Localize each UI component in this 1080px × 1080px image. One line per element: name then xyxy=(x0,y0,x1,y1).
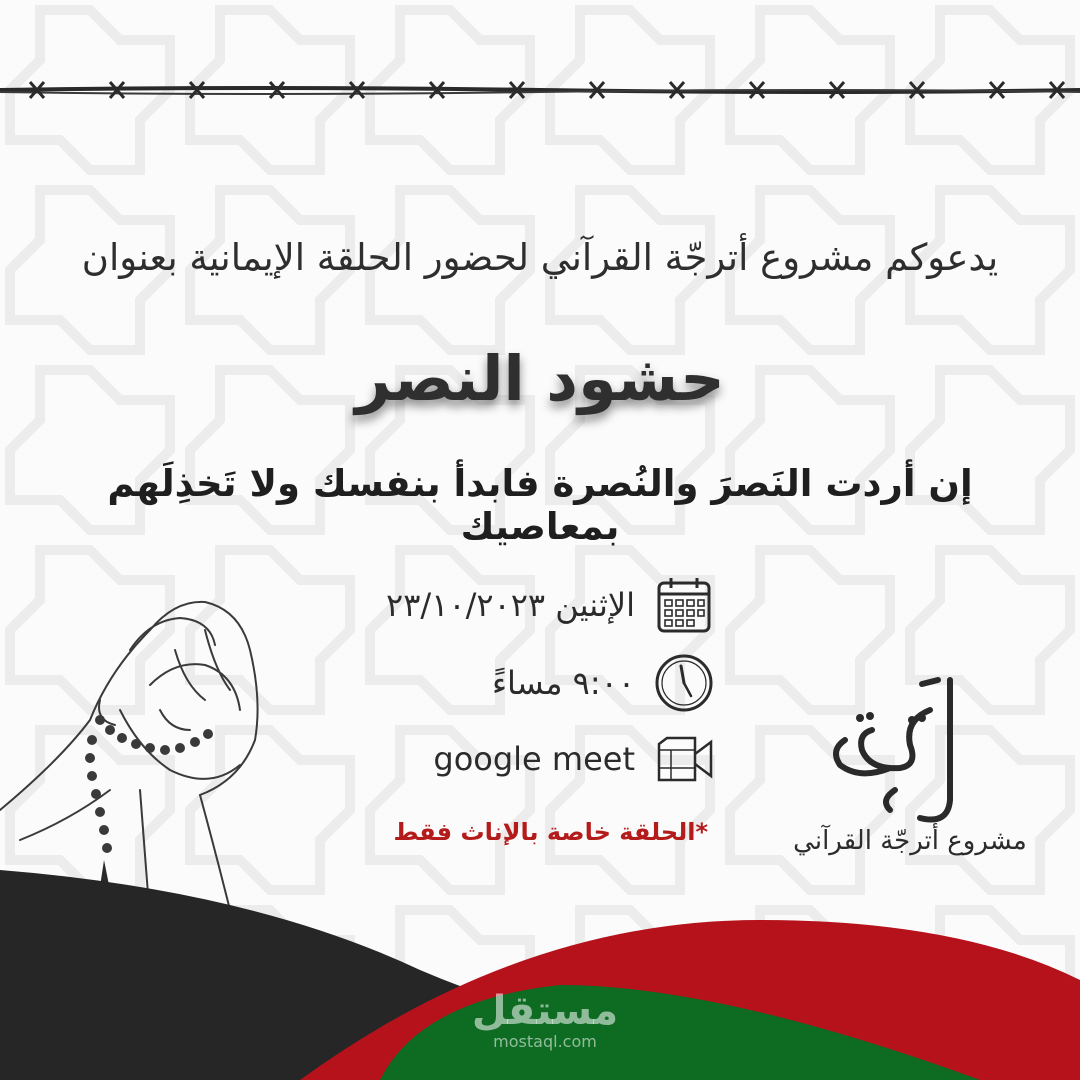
platform-text: google meet xyxy=(433,740,635,778)
video-camera-icon xyxy=(653,728,715,790)
event-title: حشود النصر xyxy=(355,342,725,415)
time-text: ٩:٠٠ مساءً xyxy=(492,664,635,702)
clock-icon xyxy=(653,652,715,714)
date-text: الإثنين ٢٣/١٠/٢٠٢٣ xyxy=(386,586,635,624)
watermark xyxy=(470,990,620,1051)
time-row xyxy=(492,652,715,714)
calendar-icon xyxy=(653,574,715,636)
date-row xyxy=(386,574,715,636)
invitation-text: يدعوكم مشروع أترجّة القرآني لحضور الحلقة الإيمانية بعنوان xyxy=(81,236,999,279)
barbed-wire xyxy=(0,70,1080,110)
logo-caption: مشروع أترجّة القرآني xyxy=(793,826,1027,856)
quote-text: إن أردت النَصرَ والنُصرة فابدأ بنفسك ولا تَخذِلَهم بمعاصيك xyxy=(107,462,973,548)
platform-row xyxy=(433,728,715,790)
watermark-arabic: مستقل xyxy=(471,988,619,1034)
women-only-note: *الحلقة خاصة بالإناث فقط xyxy=(393,818,708,846)
watermark-latin: mostaql.com xyxy=(493,1032,597,1051)
